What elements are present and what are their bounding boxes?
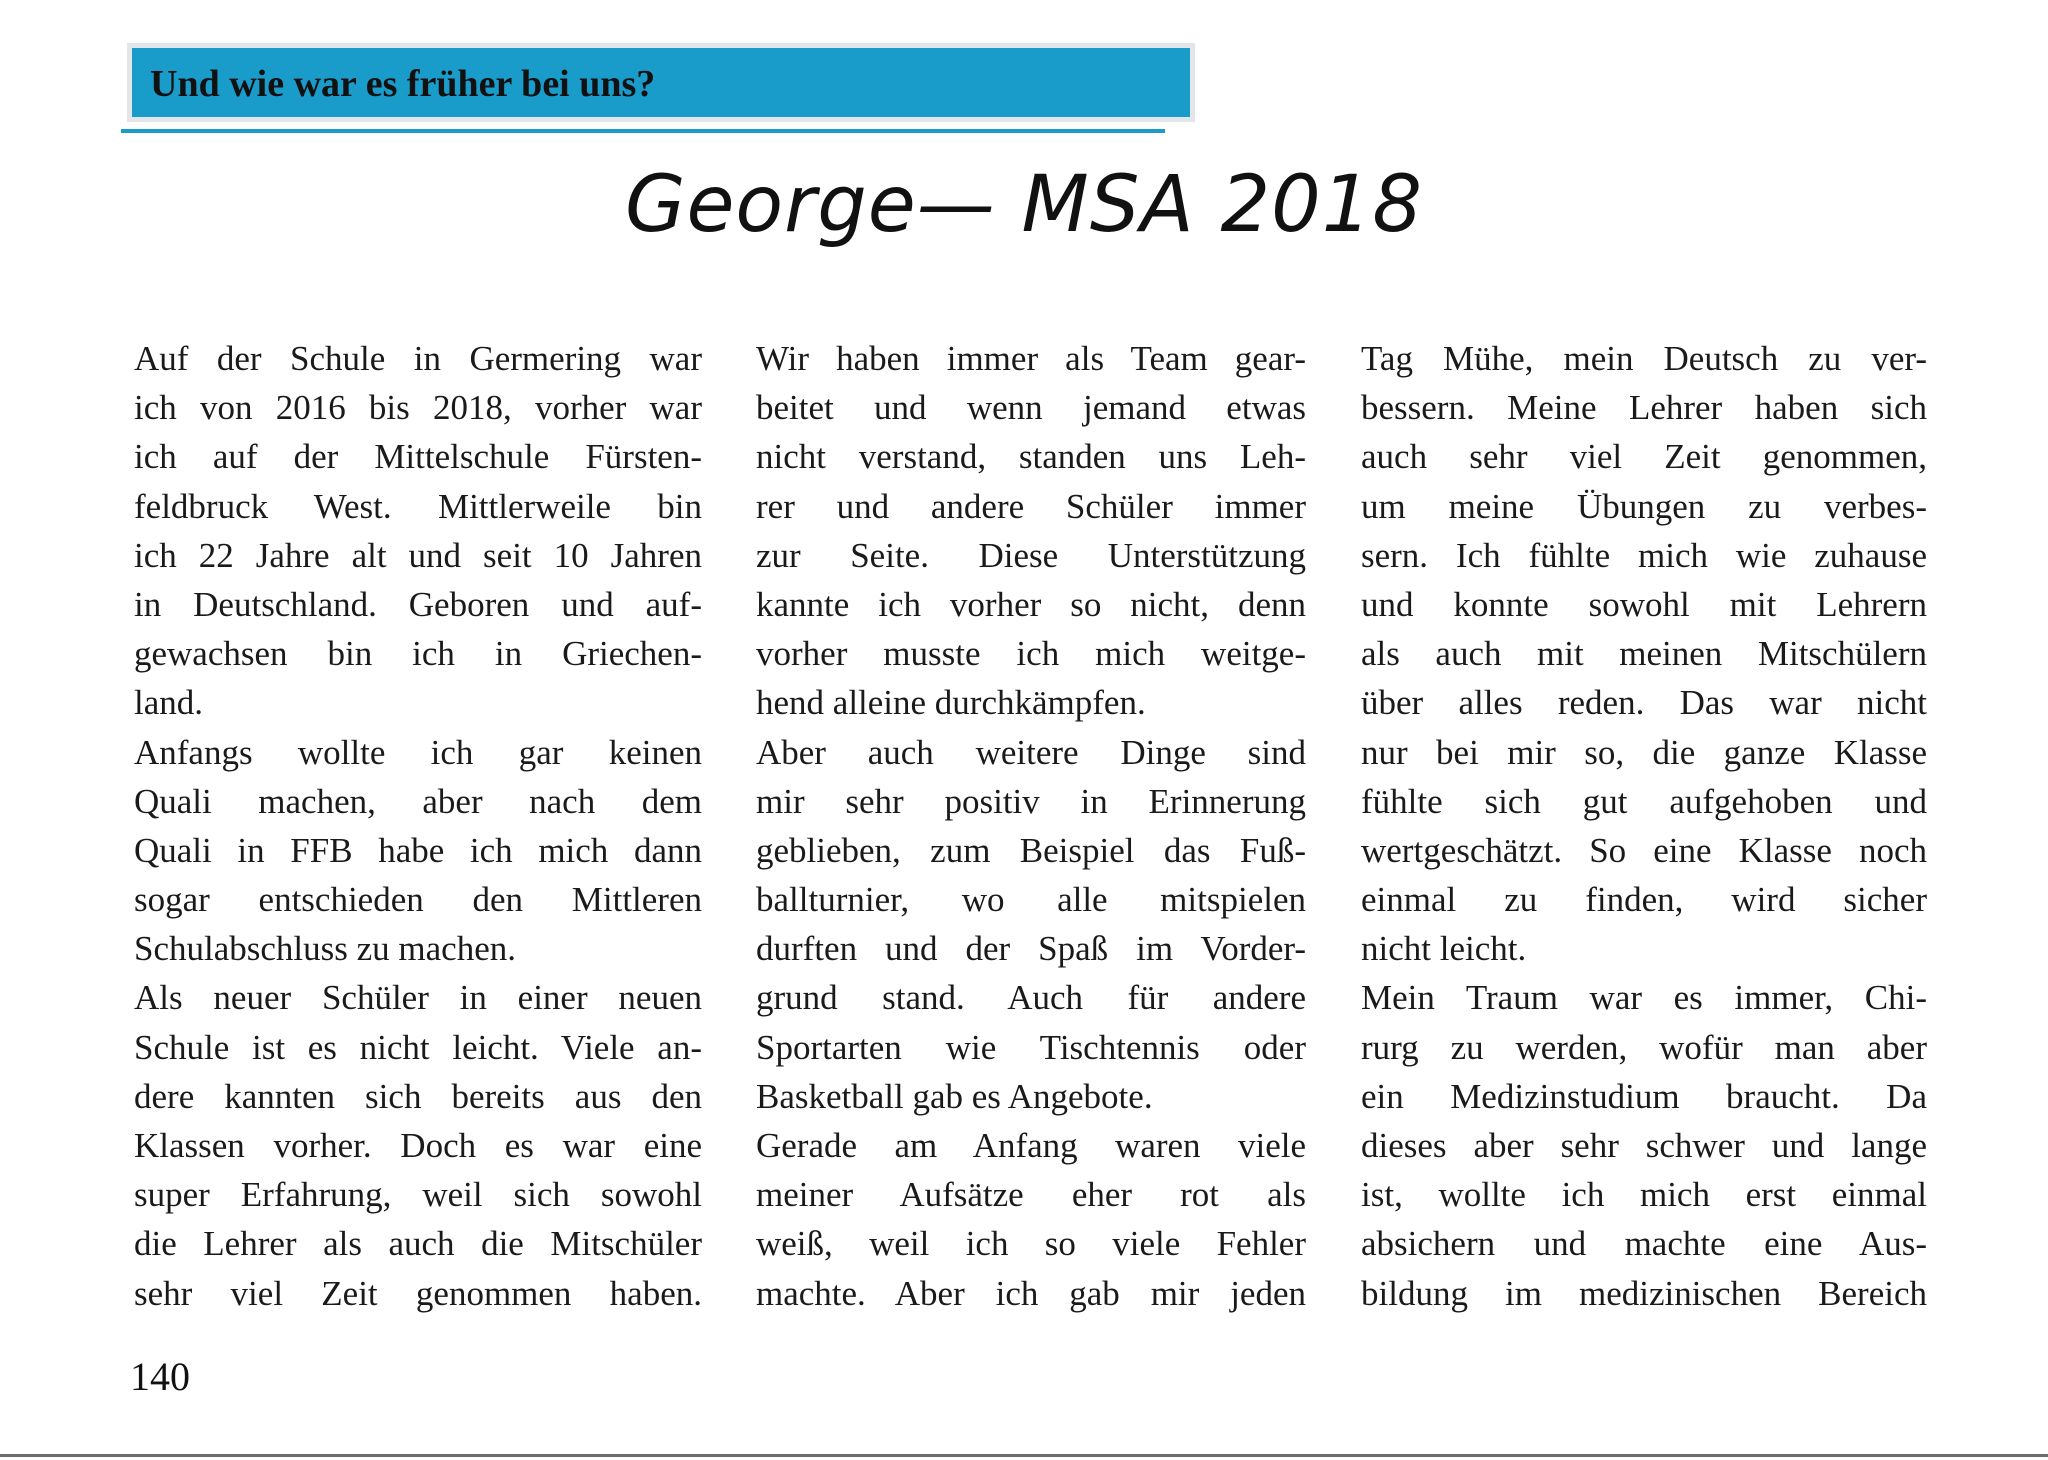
text-line: Mein Traum war es immer, Chi- bbox=[1361, 978, 1927, 1018]
text-line: wertgeschätzt. So eine Klasse noch bbox=[1361, 830, 1927, 870]
text-line: um meine Übungen zu verbes- bbox=[1361, 486, 1927, 526]
text-line: Klassen vorher. Doch es war eine bbox=[134, 1126, 702, 1165]
text-line: weiß, weil ich so viele Fehler bbox=[756, 1224, 1306, 1264]
text-line: zur Seite. Diese Unterstützung bbox=[756, 535, 1306, 575]
text-line: mir sehr positiv in Erinnerung bbox=[756, 781, 1306, 821]
text-line: grund stand. Auch für andere bbox=[756, 978, 1306, 1018]
text-line: als auch mit meinen Mitschülern bbox=[1361, 634, 1927, 674]
text-line: nicht leicht. bbox=[1361, 929, 1527, 969]
text-line: machte. Aber ich gab mir jeden bbox=[756, 1273, 1306, 1313]
section-title: Und wie war es früher bei uns? bbox=[150, 63, 656, 105]
text-line: über alles reden. Das war nicht bbox=[1361, 683, 1927, 723]
text-line: Gerade am Anfang waren viele bbox=[756, 1126, 1306, 1165]
text-line: vorher musste ich mich weitge- bbox=[756, 634, 1306, 674]
text-line: ist, wollte ich mich erst einmal bbox=[1361, 1175, 1927, 1215]
text-line: Basketball gab es Angebote. bbox=[756, 1076, 1153, 1116]
text-line: Sportarten wie Tischtennis oder bbox=[756, 1027, 1306, 1067]
text-line: ich auf der Mittelschule Fürsten- bbox=[134, 437, 702, 477]
text-line: Auf der Schule in Germering war bbox=[134, 339, 702, 378]
text-line: Als neuer Schüler in einer neuen bbox=[134, 978, 702, 1018]
text-line: geblieben, zum Beispiel das Fuß- bbox=[756, 830, 1306, 870]
text-line: Tag Mühe, mein Deutsch zu ver- bbox=[1361, 339, 1927, 378]
text-line: sehr viel Zeit genommen haben. bbox=[134, 1273, 702, 1313]
text-line: einmal zu finden, wird sicher bbox=[1361, 880, 1927, 920]
text-line: durften und der Spaß im Vorder- bbox=[756, 929, 1306, 969]
text-line: ein Medizinstudium braucht. Da bbox=[1361, 1076, 1927, 1116]
page-number: 140 bbox=[130, 1354, 190, 1399]
article-title: George— MSA 2018 bbox=[625, 160, 1423, 250]
text-line: kannte ich vorher so nicht, denn bbox=[756, 584, 1306, 624]
text-line: sern. Ich fühlte mich wie zuhause bbox=[1361, 535, 1927, 575]
text-line: gewachsen bin ich in Griechen- bbox=[134, 634, 702, 674]
text-line: beitet und wenn jemand etwas bbox=[756, 388, 1306, 428]
text-line: absichern und machte eine Aus- bbox=[1361, 1224, 1927, 1264]
text-line: nur bei mir so, die ganze Klasse bbox=[1361, 732, 1927, 772]
text-line: meiner Aufsätze eher rot als bbox=[756, 1175, 1306, 1215]
section-header bbox=[127, 43, 1195, 122]
text-line: Schulabschluss zu machen. bbox=[134, 929, 516, 969]
text-line: Quali machen, aber nach dem bbox=[134, 781, 702, 821]
text-line: Aber auch weitere Dinge sind bbox=[756, 732, 1306, 772]
text-line: ballturnier, wo alle mitspielen bbox=[756, 880, 1306, 920]
text-line: Quali in FFB habe ich mich dann bbox=[134, 830, 702, 870]
text-line: rurg zu werden, wofür man aber bbox=[1361, 1027, 1927, 1067]
text-line: in Deutschland. Geboren und auf- bbox=[134, 584, 702, 624]
text-line: Wir haben immer als Team gear- bbox=[756, 339, 1306, 378]
text-line: auch sehr viel Zeit genommen, bbox=[1361, 437, 1927, 477]
text-line: hend alleine durchkämpfen. bbox=[756, 683, 1146, 723]
text-column-1 bbox=[134, 334, 702, 1318]
text-column-3 bbox=[1361, 334, 1927, 1318]
text-line: dieses aber sehr schwer und lange bbox=[1361, 1126, 1927, 1165]
text-line: land. bbox=[134, 683, 204, 723]
text-column-2 bbox=[756, 334, 1306, 1318]
text-line: bildung im medizinischen Bereich bbox=[1361, 1273, 1927, 1313]
text-line: ich von 2016 bis 2018, vorher war bbox=[134, 388, 702, 428]
text-line: rer und andere Schüler immer bbox=[756, 486, 1306, 526]
page-bottom-divider bbox=[0, 1454, 2048, 1457]
text-line: die Lehrer als auch die Mitschüler bbox=[134, 1224, 702, 1264]
text-line: nicht verstand, standen uns Leh- bbox=[756, 437, 1306, 477]
text-line: fühlte sich gut aufgehoben und bbox=[1361, 781, 1927, 821]
text-line: dere kannten sich bereits aus den bbox=[134, 1076, 702, 1116]
text-line: super Erfahrung, weil sich sowohl bbox=[134, 1175, 702, 1215]
text-line: sogar entschieden den Mittleren bbox=[134, 880, 702, 920]
text-line: feldbruck West. Mittlerweile bin bbox=[134, 486, 702, 526]
text-line: Anfangs wollte ich gar keinen bbox=[134, 732, 702, 772]
text-line: bessern. Meine Lehrer haben sich bbox=[1361, 388, 1927, 428]
text-line: und konnte sowohl mit Lehrern bbox=[1361, 584, 1927, 624]
text-line: Schule ist es nicht leicht. Viele an- bbox=[134, 1027, 702, 1067]
header-divider bbox=[121, 129, 1165, 133]
text-line: ich 22 Jahre alt und seit 10 Jahren bbox=[134, 535, 702, 575]
